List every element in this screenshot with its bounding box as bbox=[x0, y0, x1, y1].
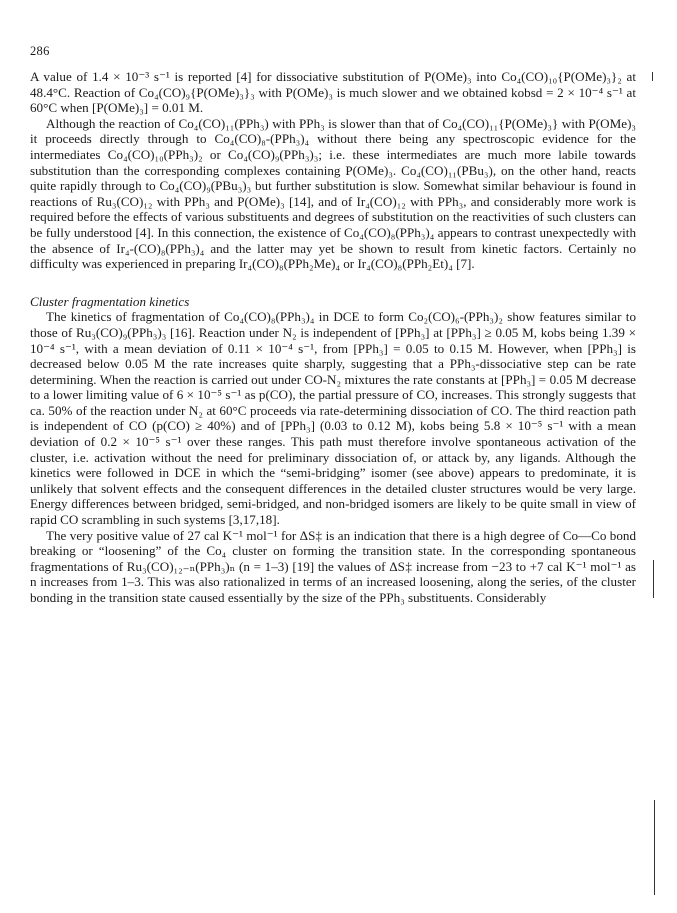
paragraph-2: Although the reaction of Co₄(CO)₁₁(PPh₃) with PPh₃ is slower than that of Co₄(CO)₁₁{P(OMe)₃} with P(OMe)₃ it proceeds directly through to Co₄(CO)₈-(PPh₃)₄ without there being any spectroscopic evidence for the intermediates Co₄(CO)₁₀(PPh₃)₂ or Co₄(CO)₉(PPh₃)₃; i.e. these intermediates are much more labile towards substitution than the corresponding complexes containing P(OMe)₃. Co₄(CO)₁₁(PBu₃), on the other hand, reacts quite rapidly through to Co₄(CO)₉(PBu₃)₃ but further substitution is slow. Somewhat similar behaviour is found in reactions of Ru₃(CO)₁₂ with PPh₃ and P(OMe)₃ [14], and of Ir₄(CO)₁₂ with PPh₃, and considerably more work is required before the effects of various substituents and degrees of substitution on the reactivities of such clusters can be fully understood [4]. In this connection, the existence of Co₄(CO)₈(PPh₃)₄ appears to contrast unexpectedly with the absence of Ir₄-(CO)₈(PPh₃)₄ and the latter may yet be shown to result from kinetic factors. Certainly no difficulty was experienced in preparing Ir₄(CO)₈(PPh₂Me)₄ or Ir₄(CO)₈(PPh₂Et)₄ [7]. bbox=[30, 115, 636, 272]
page-number: 286 bbox=[30, 44, 50, 58]
paragraph-3: The kinetics of fragmentation of Co₄(CO)₈(PPh₃)₄ in DCE to form Co₂(CO)₆-(PPh₃)₂ show features similar to those of Ru₃(CO)₉(PPh₃)₃ [16]. Reaction under N₂ is independent of [PPh₃] at [PPh₃] ≥ 0.05 M, kobs being 1.39 × 10⁻⁴ s⁻¹, with a mean deviation of 0.11 × 10⁻⁴ s⁻¹, from [PPh₃] = 0.05 to 0.15 M. However, when [PPh₃] is decreased below 0.05 M the rate increases quite sharply, suggesting that a PPh₃-dissociative step can be rate determining. When the reaction is carried out under CO-N₂ mixtures the rate constants at [PPh₃] = 0.05 M decrease to a lower limiting value of 6 × 10⁻⁵ s⁻¹ as p(CO), the partial pressure of CO, increases. This strongly suggests that ca. 50% of the reaction under N₂ at 60°C proceeds via rate-determining dissociation of CO. The third reaction path is independent of CO (p(CO) ≥ 40%) and of [PPh₃] (0.03 to 0.12 M), kobs being 5.8 × 10⁻⁵ s⁻¹ with a mean deviation of 0.2 × 10⁻⁵ s⁻¹ over these ranges. This path must therefore involve spontaneous activation of the cluster, i.e. activation without the need for preliminary dissociation of, or attack by, any ligands. Although the kinetics were followed in DCE in which the “semi-bridging” isomer (see above) appears to predominate, it is unlikely that solvent effects and the consequent differences in the detailed cluster structures would be very large. Energy differences between bridged, semi-bridged, and non-bridged isomers are likely to be quite small in view of rapid CO scrambling in such systems [3,17,18]. bbox=[30, 309, 636, 528]
margin-mark-bottom bbox=[654, 800, 655, 895]
paragraph-1: A value of 1.4 × 10⁻³ s⁻¹ is reported [4] for dissociative substitution of P(OMe)₃ into Co₄(CO)₁₀{P(OMe)₃}₂ at 48.4°C. Reaction of Co₄(CO)₉{P(OMe)₃}₃ with P(OMe)₃ is much slower and we obtained kobsd = 2 × 10⁻⁴ s⁻¹ at 60°C when [P(OMe)₃] = 0.01 M. bbox=[30, 69, 636, 116]
section-heading: Cluster fragmentation kinetics bbox=[30, 293, 190, 309]
article-body bbox=[30, 69, 636, 606]
margin-mark-mid bbox=[653, 560, 654, 598]
paragraph-4: The very positive value of 27 cal K⁻¹ mol⁻¹ for ΔS‡ is an indication that there is a high degree of Co—Co bond breaking or “loosening” of the Co₄ cluster on forming the transition state. In the corresponding spontaneous fragmentations of Ru₃(CO)₁₂₋ₙ(PPh₃)ₙ (n = 1–3) [19] the values of ΔS‡ increase from −23 to +7 cal K⁻¹ mol⁻¹ as n increases from 1–3. This was also rationalized in terms of an increased loosening, along the series, of the cluster bonding in the transition state caused essentially by the size of the PPh₃ substituents. Considerably bbox=[30, 527, 636, 605]
margin-mark-top bbox=[652, 72, 653, 81]
